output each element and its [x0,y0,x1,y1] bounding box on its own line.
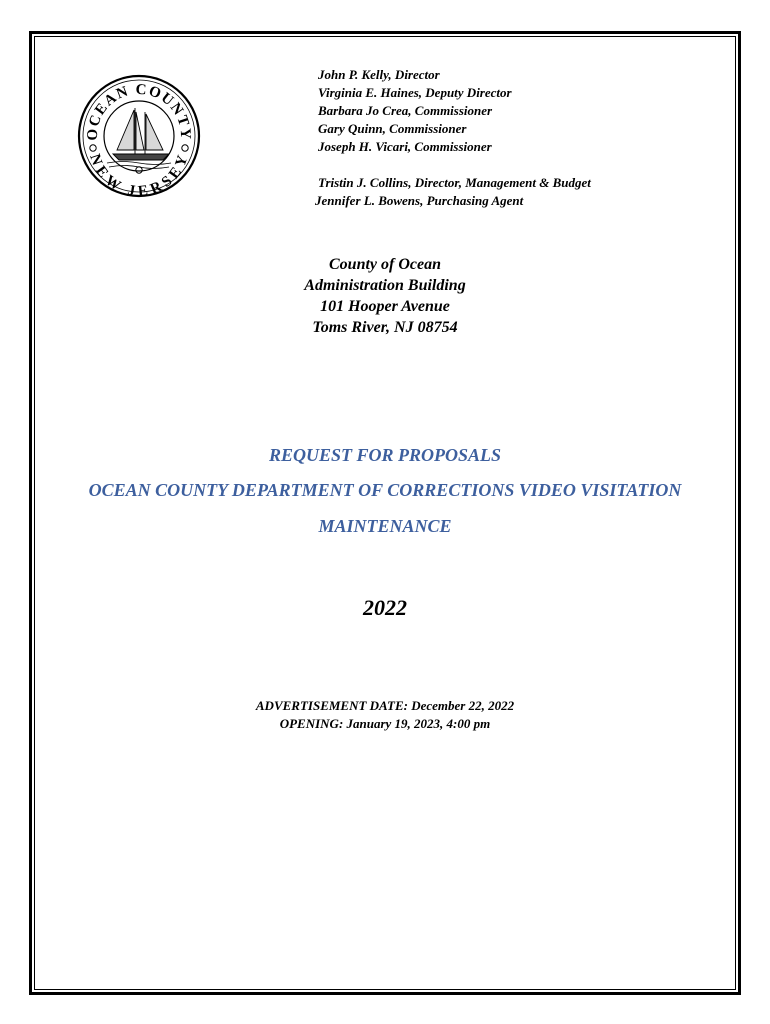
document-title-line2: OCEAN COUNTY DEPARTMENT OF CORRECTIONS VIDEO VISITATION [88,480,682,500]
ocean-county-seal [77,70,201,200]
officials-list [315,66,591,210]
address-line: County of Ocean [329,256,441,273]
key-dates [0,697,770,733]
advertisement-date: ADVERTISEMENT DATE: December 22, 2022 [255,698,515,713]
staff-purchasing-agent: Jennifer L. Bowens, Purchasing Agent [315,193,524,208]
address-line: 101 Hooper Avenue [320,298,450,315]
official-commissioner: Joseph H. Vicari, Commissioner [318,139,492,154]
document-title-line1: REQUEST FOR PROPOSALS [268,445,502,465]
address-line: Administration Building [304,277,466,294]
seal-top-text: OCEAN COUNTY [84,81,194,141]
document-year: 2022 [363,595,407,620]
opening-date: OPENING: January 19, 2023, 4:00 pm [279,716,491,731]
official-deputy-director: Virginia E. Haines, Deputy Director [318,85,512,100]
official-commissioner: Gary Quinn, Commissioner [318,121,467,136]
spacer [318,156,591,174]
seal-bottom-text: NEW JERSEY [86,152,192,200]
official-commissioner: Barbara Jo Crea, Commissioner [318,103,493,118]
staff-management-budget: Tristin J. Collins, Director, Management & Budget [318,175,591,190]
ship-icon [107,108,171,169]
document-title-line3: MAINTENANCE [318,516,452,536]
official-director: John P. Kelly, Director [318,67,440,82]
address-line: Toms River, NJ 08754 [312,319,458,336]
county-address [0,254,770,338]
